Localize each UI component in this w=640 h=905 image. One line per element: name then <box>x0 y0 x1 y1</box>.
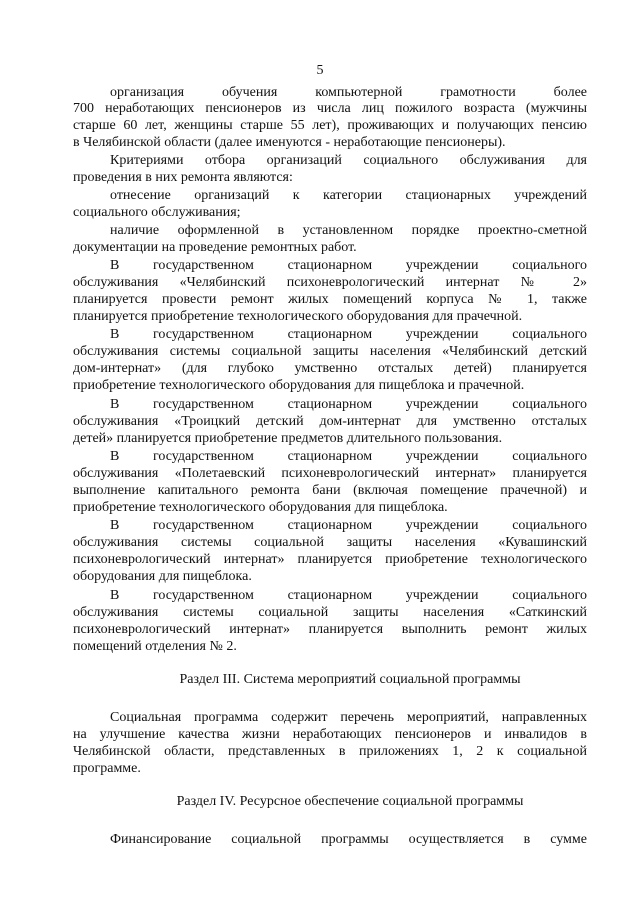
text-line: обслуживания «Троицкий детский дом-интернат для умственно отсталых <box>73 414 587 429</box>
text-line: В государственном стационарном учреждении социального <box>110 397 587 412</box>
text-line: социального обслуживания; <box>73 205 241 220</box>
text-line: 700 неработающих пенсионеров из числа лиц пожилого возраста (мужчины <box>73 101 587 116</box>
text-line: приобретение технологического оборудования для пищеблока. <box>73 500 448 515</box>
text-line: помещений отделения № 2. <box>73 639 237 654</box>
text-line: в Челябинской области (далее именуются - неработающие пенсионеры). <box>73 135 506 150</box>
text-line: детей» планируется приобретение предметов длительного пользования. <box>73 431 503 446</box>
text-line: Социальная программа содержит перечень мероприятий, направленных <box>110 710 587 725</box>
text-line: В государственном стационарном учреждении социального <box>110 518 587 533</box>
text-line: дом-интернат» (для глубоко умственно отсталых детей) планируется <box>73 361 587 376</box>
text-line: на улучшение качества жизни неработающих пенсионеров и инвалидов в <box>73 727 587 742</box>
section-heading-4: Раздел IV. Ресурсное обеспечение социальной программы <box>176 794 524 809</box>
text-line: Челябинской области, представленных в приложениях 1, 2 к социальной <box>73 744 587 759</box>
text-line: отнесение организаций к категории стационарных учреждений <box>110 188 587 203</box>
text-line: планируется приобретение технологического оборудования для прачечной. <box>73 309 523 324</box>
text-line: обслуживания системы социальной защиты населения «Саткинский <box>73 605 587 620</box>
text-line: выполнение капитального ремонта бани (включая помещение прачечной) и <box>73 483 587 498</box>
text-line: обслуживания системы социальной защиты населения «Челябинский детский <box>73 344 587 359</box>
text-line: наличие оформленной в установленном порядке проектно-сметной <box>110 223 587 238</box>
text-line: оборудования для пищеблока. <box>73 569 252 584</box>
text-line: старше 60 лет, женщины старше 55 лет), проживающих и получающих пенсию <box>73 118 587 133</box>
text-line: В государственном стационарном учреждении социального <box>110 327 587 342</box>
text-line: обслуживания «Полетаевский психоневрологический интернат» планируется <box>73 466 587 481</box>
text-line: В государственном стационарном учреждении социального <box>110 258 587 273</box>
text-line: приобретение технологического оборудования для пищеблока и прачечной. <box>73 378 525 393</box>
section-heading-3: Раздел III. Система мероприятий социальной программы <box>179 672 521 687</box>
text-line: документации на проведение ремонтных работ. <box>73 240 357 255</box>
text-line: В государственном стационарном учреждении социального <box>110 588 587 603</box>
page-number: 5 <box>316 63 324 78</box>
text-line: программе. <box>73 761 141 776</box>
text-line: Критериями отбора организаций социального обслуживания для <box>110 153 587 168</box>
text-line: проведения в них ремонта являются: <box>73 170 293 185</box>
text-line: организация обучения компьютерной грамотности более <box>110 85 587 100</box>
text-line: психоневрологический интернат» планируется выполнить ремонт жилых <box>73 622 587 637</box>
text-line: планируется провести ремонт жилых помещений корпуса № 1, также <box>73 292 587 307</box>
text-line: обслуживания системы социальной защиты населения «Кувашинский <box>73 535 587 550</box>
text-line: Финансирование социальной программы осуществляется в сумме <box>110 832 587 847</box>
text-line: обслуживания «Челябинский психоневрологический интернат № 2» <box>73 275 587 290</box>
text-line: В государственном стационарном учреждении социального <box>110 449 587 464</box>
text-line: психоневрологический интернат» планируется приобретение технологического <box>73 552 587 567</box>
